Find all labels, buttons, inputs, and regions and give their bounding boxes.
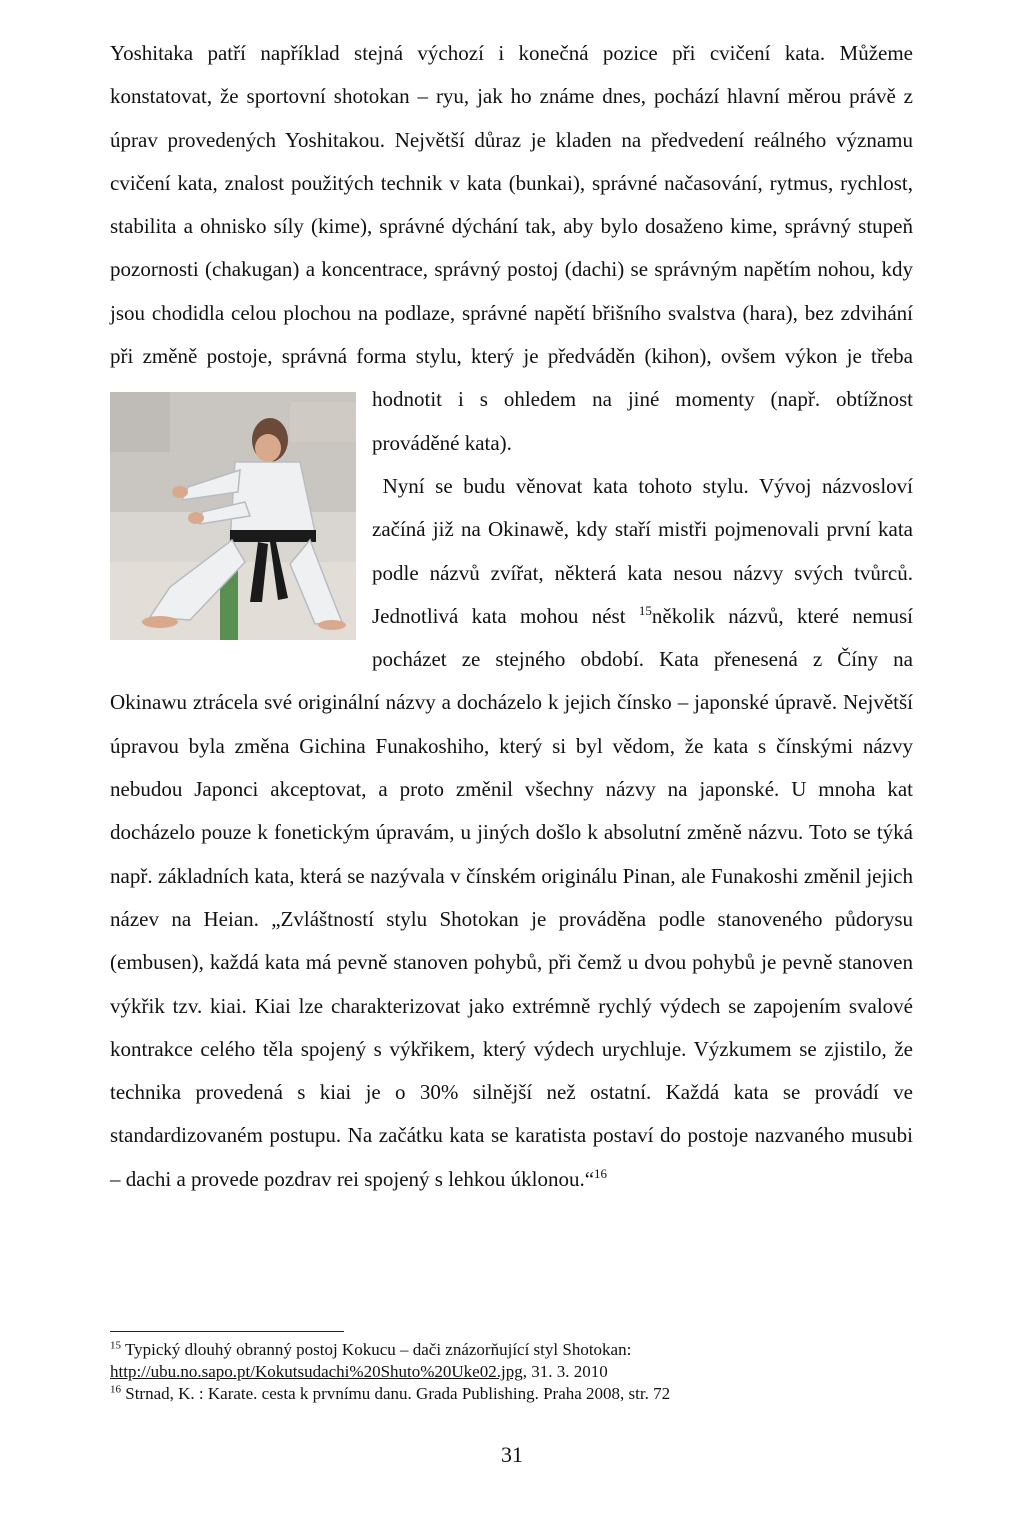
footnote-15-source xyxy=(110,1361,913,1383)
footnote-16-text: Strnad, K. : Karate. cesta k prvnímu danu. Grada Publishing. Praha 2008, str. 72 xyxy=(125,1384,671,1403)
body-text-intro: Yoshitaka patří například stejná výchozí i konečná pozice při cvičení kata. Můžeme konstatovat, že sportovní shotokan – ryu, jak ho známe dnes, pochází hlavní měrou právě z úprav provedených Yoshitakou. Největší důraz je kladen na předvedení reálného významu cvičení kata, znalost použitých technik v kata (bunkai), správné načasování, rytmus, rychlost, stabilita a ohnisko síly (kime), správné dýchání tak, aby bylo dosaženo kime, správný stupeň pozornosti (chakugan) a koncentrace, správný postoj (dachi) se správným napětím nohou, kdy jsou chodidla celou plochou na podlaze, správné napětí břišního svalstva (hara), bez zdvihání při změně postoje, správná forma stylu, který je předváděn (kihon), ovšem výkon je třeba hodnotit i xyxy=(110,41,913,412)
footnote-ref-16[interactable]: 16 xyxy=(594,1165,608,1181)
footnotes xyxy=(110,1339,913,1405)
page-number: 31 xyxy=(501,1442,523,1467)
footnote-15-link[interactable]: http://ubu.no.sapo.pt/Kokutsudachi%20Shuto%20Uke02.jpg xyxy=(110,1362,523,1381)
footnote-15 xyxy=(110,1339,913,1361)
page-body xyxy=(110,32,913,1201)
footnote-15-number: 15 xyxy=(110,1339,121,1352)
karate-stance-illustration xyxy=(110,392,356,640)
footnote-15-date: , 31. 3. 2010 xyxy=(522,1362,608,1381)
body-text-kata-history: několik názvů, které nemusí pocházet ze stejného období. Kata přenesená z Číny na Okinawu ztrácela své originální názvy a docházelo k jejich čínsko – japonské úpravě. Největší úpravou byla změna Gichina Funakoshiho, který si byl vědom, že kata s čínskými názvy nebudou Japonci akceptovat, a proto změnil všechny názvy na japonské. U mnoha kat docházelo pouze k fonetickým úpravám, u jiných došlo k absolutní změně názvu. Toto se týká např. základních kata, která se nazývala v čínském originálu Pinan, ale Funakoshi změnil jejich název na Heian. „Zvláštností stylu Shotokan je prováděna podle stanoveného půdorysu (embusen), každá kata má pevně stanoven pohybů, při čemž u dvou pohybů je pevně stanoven výkřik tzv. kiai. Kiai lze charakterizovat jako extrémně rychlý výdech se zapojením svalové kontrakce celého těla spojený s výkřikem, který výdech urychluje. Výzkumem se zjistilo, že technika provedená s kiai je o 30% silnější než ostatní. Každá kata se provádí ve standardizovaném postupu. Na začátku kata se karatista postaví do postoje nazvaného musubi – dachi a provede pozdrav rei spojený s lehkou úklonou.“ xyxy=(110,603,913,1191)
footnote-ref-15[interactable]: 15 xyxy=(638,602,652,618)
footnote-16 xyxy=(110,1383,913,1405)
karate-stance-photo xyxy=(110,392,356,640)
footnote-divider xyxy=(110,1331,344,1332)
body-text xyxy=(110,32,913,1201)
body-text-kata-naming: Nyní se budu věnovat kata tohoto stylu. Vývoj názvosloví začíná již na Okinawě, kdy staří mistři pojmenovali první kata podle názvů zvířat, některá kata nesou názvy svých tvůrců. Jednotlivá kata mohou nést xyxy=(372,473,913,628)
body-text-figure-caption-side: s ohledem na jiné momenty (např. obtížnost prováděné kata). xyxy=(372,387,914,455)
footnote-16-number: 16 xyxy=(110,1383,121,1396)
footnote-15-text: Typický dlouhý obranný postoj Kokucu – dači znázorňující styl Shotokan: xyxy=(124,1340,632,1359)
